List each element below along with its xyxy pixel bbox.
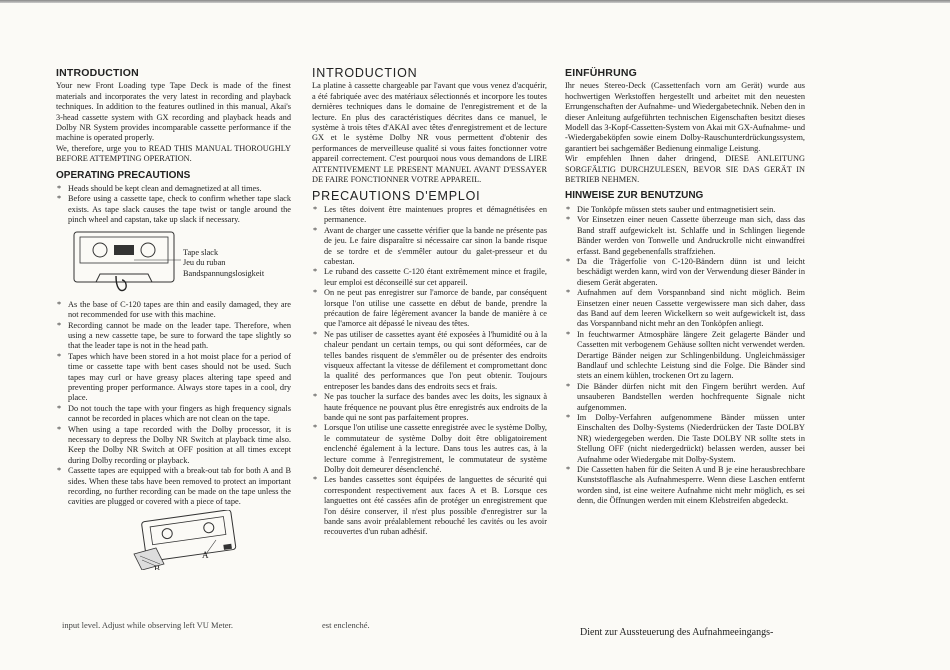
list-item: * Die Cassetten haben für die Seiten A und B je eine herausbrechbare Kunststofflasche als Aufnahmesperre. Wenn diese Laschen entfernt worden sind, ist eine weitere Aufnahme nicht mehr möglich, es sei denn, die Öffnungen werden mit einem Klebstreifen abgedeckt. [565, 465, 805, 507]
list-item: * On ne peut pas enregistrer sur l'amorce de bande, par conséquent lorsque l'on utilise une cassette en début de bande, prendre la précaution de faire légèrement avancer la bande de manière à ce que l'amorce ait dépassé le niveau des têtes. [312, 288, 547, 330]
list-item: * Die Bänder dürfen nicht mit den Fingern berührt werden. Auf unsauberen Bandstellen werden hochfrequente Signale nicht aufgenommen. [565, 382, 805, 413]
french-column [312, 62, 547, 538]
list-item: * Before using a cassette tape, check to confirm whether tape slack exists. As tape slack causes the tape twist or tangle around the pinch wheel and capstan, take up slack if necessary. [56, 194, 291, 225]
list-item: * Do not touch the tape with your fingers as high frequency signals cannot be recorded in places which are not clean on the tape. [56, 404, 291, 425]
de-intro-heading: EINFÜHRUNG [565, 67, 637, 79]
list-item: * As the base of C-120 tapes are thin and easily damaged, they are not recommended for use with this machine. [56, 300, 291, 321]
list-item: * Vor Einsetzen einer neuen Cassette überzeuge man sich, dass das Band straff aufgewickelt ist. Schlaffe und in Schlingen liegende Bänder werden von Tonwelle und Andruckrolle nicht einwandfrei erfasst. Band gegebenenfalls straffziehen. [565, 215, 805, 257]
list-item: * Da die Trägerfolie von C-120-Bändern dünn ist und leicht beschädigt werden kann, wird von der Verwendung dieser Bänder in diesem Gerät abgeraten. [565, 257, 805, 288]
breakout-tab-figure [56, 510, 291, 570]
tape-slack-figure [56, 230, 291, 294]
list-item: * Im Dolby-Verfahren aufgenommene Bänder müssen unter Einschalten des Dolby-Systems (Niederdrücken der Taste DOLBY NR) wiedergegeben werden. Die Taste DOLBY NR sollte stets in Stellung OFF (nicht niedergedrückt) belassen werden, ausser bei Aufnahme oder Wiedergabe mit Dolby-System. [565, 413, 805, 465]
english-column [56, 62, 291, 570]
list-item: * Cassette tapes are equipped with a break-out tab for both A and B sides. When these tabs have been removed to protect an important recording, no further recording can be made on the tape unless the cavities are plugged or covered with a piece of tape. [56, 466, 291, 508]
de-bottom-line: Dient zur Aussteuerung des Aufnahmeeingangs- [580, 627, 774, 638]
list-item: * Ne pas toucher la surface des bandes avec les doits, les signaux à haute fréquence ne pouvant plus être enregistrés aux endroits de la bande qui ne sont pas parfaitement propres. [312, 392, 547, 423]
fr-precautions-list [312, 205, 547, 538]
list-item: * Die Tonköpfe müssen stets sauber und entmagnetisiert sein. [565, 205, 805, 215]
en-precautions-list-a [56, 184, 291, 226]
list-item: * Lorsque l'on utilise une cassette enregistrée avec le système Dolby, le commutateur de système Dolby doit être obligatoirement enclenché également à la lecture. Dans tous les autres cas, à la lecture comme à l'enregistrement, le commutateur de système Dolby doit demeurer désenclenché. [312, 423, 547, 475]
fig-label-fr: Jeu du ruban [183, 258, 226, 268]
list-item: * In feuchtwarmer Atmosphäre längere Zeit gelagerte Bänder und Cassetten mit verbogenem Gehäuse sollten nicht verwendet werden. Derartige Bänder neigen zur Schlingenbildung. Ungleichmässiger Bandlauf und schlechte Leistung sind die Folge. Die Bänder sind stets an einem kühlen, trockenen Ort zu lagern. [565, 330, 805, 382]
de-precautions-heading: HINWEISE ZUR BENUTZUNG [565, 190, 704, 202]
label-b: B [154, 563, 161, 570]
list-item: * Tapes which have been stored in a hot moist place for a period of time or cassette tape with bent cases should not be used. Such tapes may curl or have greasy places altering tape speed and preventing proper performance. Always store tapes in a cool, dry place. [56, 352, 291, 404]
list-item: * Ne pas utiliser de cassettes ayant été exposées à l'humidité ou à la chaleur pendant un certain temps, ou qui sont déformées, car de telles bandes risquent de s'emmêler ou de présenter des endroits visqueux affectant la vitesse de défilement et compromettant donc la qualité des performances que l'on peut obtenir. Toujours entreposer les bandes dans des endroits secs et frais. [312, 330, 547, 392]
en-intro-text: Your new Front Loading type Tape Deck is made of the finest materials and incorporates the very latest in recording and playback techniques. In addition to the features outlined in this manual, Akai's 3-head cassette system with GX recording and playback heads and Dolby NR System provides incomparable cassette performance if the machine is operated properly. [56, 81, 291, 143]
list-item: * Le ruband des cassette C-120 étant extrêmement mince et fragile, leur emploi est déconseillé sur cet appareil. [312, 267, 547, 288]
list-item: * Avant de charger une cassette vérifier que la bande ne présente pas de jeu. Le faire disparaître si nécessaire car sinon la bande risque de se tordre et de s'emmêler autour du galet-presseur et du cabestan. [312, 226, 547, 268]
list-item: * Les bandes cassettes sont équipées de languettes de sécurité qui correspondent respectivement aux faces A et B. Lorsque ces languettes ont été cassées afin de protéger un enregistrement que l'on désire conserver, il n'est plus possible d'enregistrer sur la bande sans avoir préalablement rebouché les cavités ou les avoir recouvertes d'un ruban adhésif. [312, 475, 547, 537]
page-top-edge [0, 0, 950, 3]
list-item: * Recording cannot be made on the leader tape. Therefore, when using a new cassette tape, be sure to forward the tape slightly so that the leader tape is not in the head path. [56, 321, 291, 352]
cassette-tab-illustration [56, 510, 256, 570]
german-column [565, 62, 805, 507]
de-intro-urge: Wir empfehlen Ihnen daher dringend, DIESE ANLEITUNG SORGFÄLTIG DURCHZULESEN, BEVOR SIE DAS GERÄT IN BETRIEB NEHMEN. [565, 154, 805, 185]
tape-slack-labels [183, 248, 264, 279]
fig-label-en: Tape slack [183, 247, 219, 257]
en-precautions-heading: OPERATING PRECAUTIONS [56, 169, 191, 181]
en-bottom-line: input level. Adjust while observing left VU Meter. [62, 620, 234, 630]
list-item: * Heads should be kept clean and demagnetized at all times. [56, 184, 291, 194]
fr-bottom-line: est enclenché. [322, 620, 370, 630]
de-intro-text: Ihr neues Stereo-Deck (Cassettenfach vorn am Gerät) wurde aus hochwertigen Werkstoffen hergestellt und arbeitet mit den neuesten Errungenschaften der Aufnahme- und Wiedergabetechnik. Neben den in dieser Anleitung aufgeführten technischen Eigenschaften besitzt dieses Modell das 3-Kopf-Cassetten-System von Akai mit GX-Aufnahme- und -Wiedergabeköpfen sowie einem Dolby-Rauschunterdrückungssystem, garantiert bei sachgemäßer Bedienung einmalige Leistung. [565, 81, 805, 153]
fr-precautions-heading: PRECAUTIONS D'EMPLOI [312, 189, 481, 204]
label-a: A [202, 549, 209, 560]
en-precautions-list-b [56, 300, 291, 508]
fig-label-de: Bandspannungslosigkeit [183, 268, 265, 278]
list-item: * Les têtes doivent être maintenues propres et démagnétisées en permanence. [312, 205, 547, 226]
en-intro-heading: INTRODUCTION [56, 67, 139, 79]
list-item: * Aufnahmen auf dem Vorspannband sind nicht möglich. Beim Einsetzen einer neuen Cassette vergewissere man sich daher, dass das Band auf dem leeren Wickelkern so weit aufgewickelt ist, dass das Vorspannband nicht mehr an den Tonköpfen anliegt. [565, 288, 805, 330]
cassette-slack-illustration [56, 230, 181, 294]
fr-intro-heading: INTRODUCTION [312, 66, 418, 80]
en-intro-urge: We, therefore, urge you to READ THIS MANUAL THOROUGHLY BEFORE ATTEMPTING OPERATION. [56, 143, 291, 164]
fr-intro-text: La platine à cassette chargeable par l'avant que vous venez d'acquérir, a été fabriquée avec des matériaux sélectionnés et incorpore les toutes dernières techniques dans le domaine de l'enregistrement et de la lecture. En plus des caractéristiques décrites dans ce manuel, le système à trois têtes d'AKAI avec têtes d'enregistrement et de lecture GX et le système Dolby NR vous permettent d'obtenir des performances de merveilleuse qualité si vous faites fonctionner votre appareil correctement. C'est pourquoi nous vous demandons de LIRE ATTENTIVEMENT LE PRESENT MANUEL AVANT D'ESSAYER DE FAIRE FONCTIONNER VOTRE APPAREIL. [312, 81, 547, 185]
list-item: * When using a tape recorded with the Dolby processor, it is necessary to depress the Dolby NR Switch at playback time also. Keep the Dolby NR Switch at OFF position at all times except during Dolby recording or playback. [56, 425, 291, 467]
de-precautions-list [565, 205, 805, 507]
